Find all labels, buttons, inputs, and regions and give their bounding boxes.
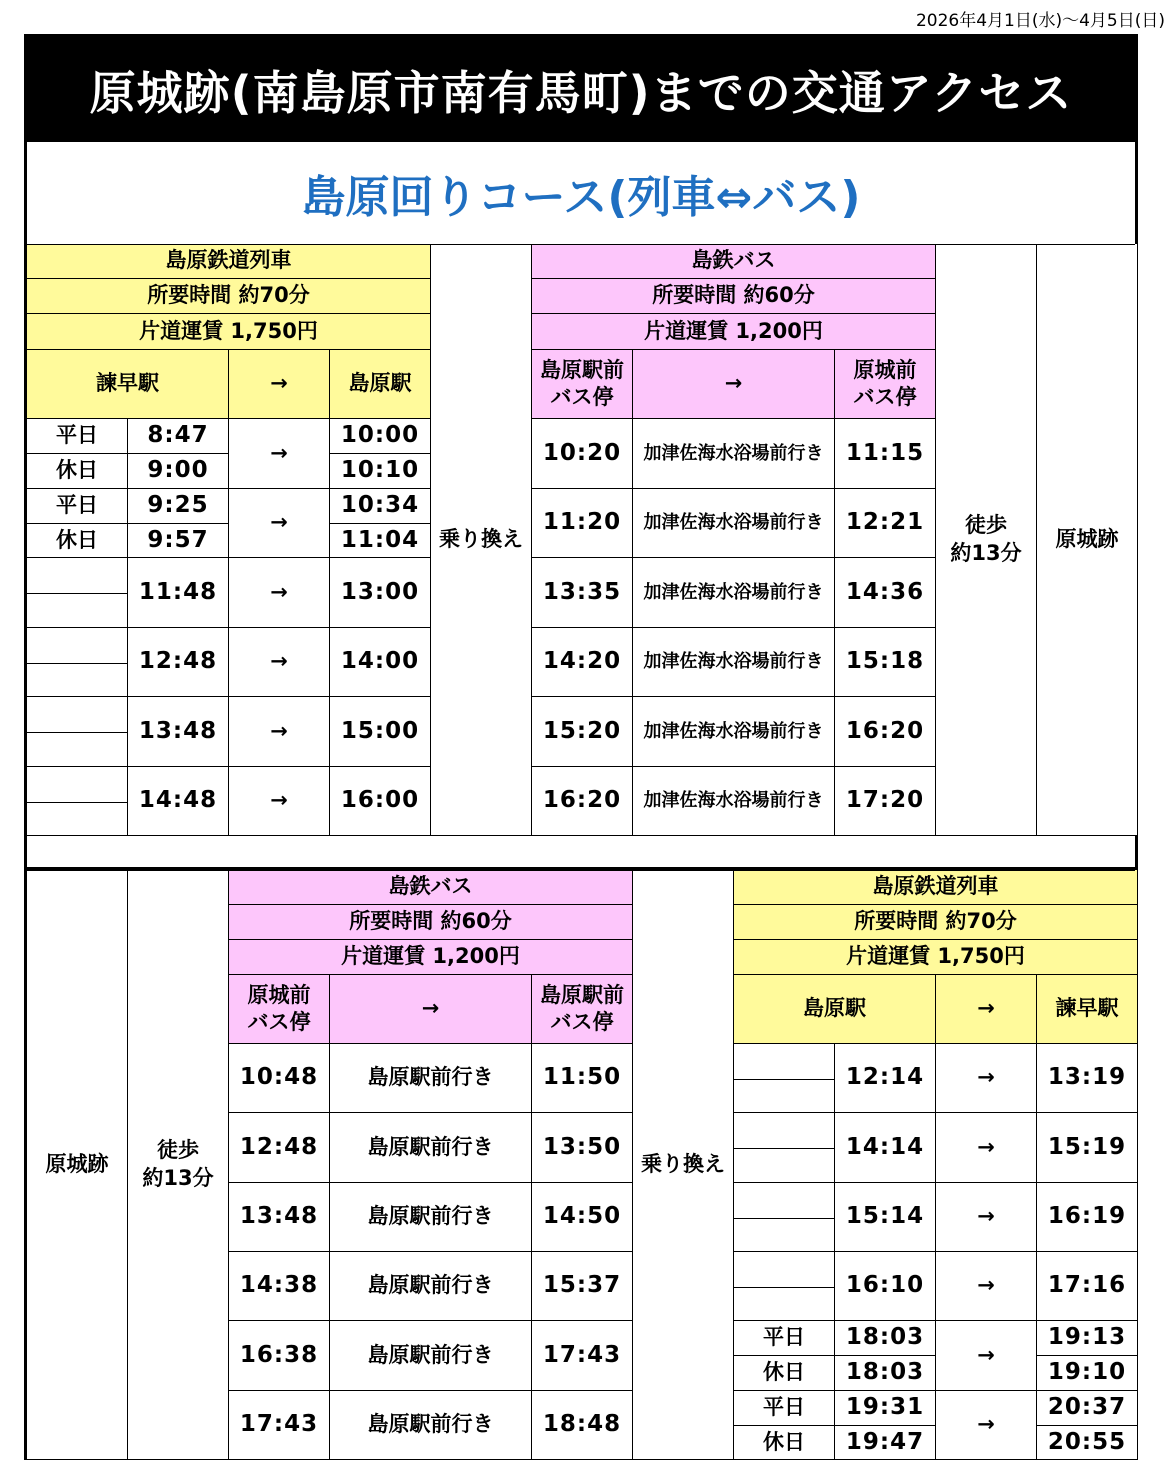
bus-arrival-time: 17:20 [835,767,936,836]
train-arrow: → [936,1252,1037,1321]
date-range: 2026年4月1日(水)～4月5日(日) [915,11,1165,31]
bus-destination: 島原駅前行き [330,1252,532,1321]
train-arrival-time: 20:55 [1037,1426,1138,1460]
train-from-station: 諫早駅 [27,350,229,419]
bus-duration: 所要時間 約60分 [532,279,936,314]
page-title: 原城跡(南島原市南有馬町)までの交通アクセス [27,37,1135,142]
bus-arrow-header: → [330,975,532,1044]
bus-destination: 加津佐海水浴場前行き [633,489,835,558]
bus-departure-time: 13:48 [229,1183,330,1252]
bus-name-header: 島鉄バス [229,870,633,905]
bus-destination: 島原駅前行き [330,1113,532,1183]
train-arrow: → [936,1321,1037,1391]
train-fare: 片道運賃 1,750円 [734,940,1138,975]
bus-destination: 島原駅前行き [330,1044,532,1113]
train-arrival-time: 10:34 [330,489,431,524]
bus-arrival-time: 17:43 [532,1321,633,1391]
bus-arrival-time: 14:50 [532,1183,633,1252]
bus-destination: 島原駅前行き [330,1321,532,1391]
bus-departure-time: 13:35 [532,558,633,628]
bus-fare: 片道運賃 1,200円 [229,940,633,975]
bus-departure-time: 14:38 [229,1252,330,1321]
train-arrival-time: 10:10 [330,454,431,489]
bus-destination: 加津佐海水浴場前行き [633,419,835,489]
train-departure-time: 8:47 [128,419,229,454]
bus-departure-time: 10:48 [229,1044,330,1113]
day-type: 休日 [734,1426,835,1460]
bus-arrival-time: 16:20 [835,697,936,767]
train-name-header: 島原鉄道列車 [27,244,431,279]
train-departure-time: 12:48 [128,628,229,697]
bus-departure-time: 16:38 [229,1321,330,1391]
train-arrival-time: 11:04 [330,524,431,558]
day-type: 平日 [734,1391,835,1426]
bus-name-header: 島鉄バス [532,244,936,279]
train-departure-time: 19:31 [835,1391,936,1426]
bus-departure-time: 12:48 [229,1113,330,1183]
train-arrow: → [936,1391,1037,1460]
bus-arrival-time: 15:37 [532,1252,633,1321]
train-arrival-time: 20:37 [1037,1391,1138,1426]
train-arrival-time: 15:00 [330,697,431,767]
bus-arrival-time: 18:48 [532,1391,633,1460]
train-arrow: → [229,697,330,767]
bus-arrival-time: 13:50 [532,1113,633,1183]
transfer-label: 乗り換え [633,870,734,1460]
section-divider [27,836,1135,870]
transfer-label: 乗り換え [431,244,532,836]
train-departure-time: 16:10 [835,1252,936,1321]
grid-top-border [27,870,1135,871]
bus-arrival-time: 14:36 [835,558,936,628]
train-arrival-time: 19:13 [1037,1321,1138,1356]
bus-departure-time: 10:20 [532,419,633,489]
day-type: 休日 [27,454,128,489]
train-duration: 所要時間 約70分 [27,279,431,314]
train-arrow: → [936,1113,1037,1183]
bus-from-stop: 島原駅前 バス停 [532,350,633,419]
bus-destination: 加津佐海水浴場前行き [633,558,835,628]
bus-duration: 所要時間 約60分 [229,905,633,940]
train-arrival-time: 17:16 [1037,1252,1138,1321]
access-sheet [24,34,1138,1460]
train-departure-time: 18:03 [835,1321,936,1356]
return-timetable [27,870,1135,1460]
bus-departure-time: 14:20 [532,628,633,697]
train-to-station: 諫早駅 [1037,975,1138,1044]
day-type: 平日 [27,489,128,524]
train-departure-time: 13:48 [128,697,229,767]
bus-arrival-time: 11:50 [532,1044,633,1113]
bus-to-stop: 島原駅前 バス停 [532,975,633,1044]
bus-destination: 加津佐海水浴場前行き [633,628,835,697]
bus-departure-time: 15:20 [532,697,633,767]
day-type: 休日 [27,524,128,558]
bus-departure-time: 11:20 [532,489,633,558]
train-arrival-time: 15:19 [1037,1113,1138,1183]
destination-label: 原城跡 [1037,244,1138,836]
blank-day-divider [27,732,127,733]
bus-from-stop: 原城前 バス停 [229,975,330,1044]
bus-destination: 島原駅前行き [330,1183,532,1252]
train-arrival-time: 13:00 [330,558,431,628]
train-arrow: → [229,419,330,489]
train-arrow-header: → [229,350,330,419]
train-departure-time: 14:14 [835,1113,936,1183]
train-departure-time: 19:47 [835,1426,936,1460]
walk-time: 徒歩 約13分 [128,870,229,1460]
bus-arrival-time: 15:18 [835,628,936,697]
train-arrival-time: 19:10 [1037,1356,1138,1391]
blank-day-divider [734,1287,834,1288]
train-arrow: → [936,1183,1037,1252]
train-departure-time: 18:03 [835,1356,936,1391]
bus-destination: 島原駅前行き [330,1391,532,1460]
bus-arrow-header: → [633,350,835,419]
walk-time: 徒歩 約13分 [936,244,1037,836]
train-arrow-header: → [936,975,1037,1044]
train-fare: 片道運賃 1,750円 [27,314,431,350]
bus-destination: 加津佐海水浴場前行き [633,767,835,836]
blank-day-divider [27,593,127,594]
train-arrow: → [229,558,330,628]
bus-destination: 加津佐海水浴場前行き [633,697,835,767]
blank-day-divider [734,1148,834,1149]
train-arrow: → [229,489,330,558]
train-departure-time: 9:00 [128,454,229,489]
blank-day-divider [734,1079,834,1080]
train-arrival-time: 16:00 [330,767,431,836]
train-departure-time: 12:14 [835,1044,936,1113]
grid-top-border [27,244,1135,245]
train-name-header: 島原鉄道列車 [734,870,1138,905]
outbound-timetable [27,244,1135,836]
train-departure-time: 14:48 [128,767,229,836]
train-duration: 所要時間 約70分 [734,905,1138,940]
bus-arrival-time: 12:21 [835,489,936,558]
day-type: 休日 [734,1356,835,1391]
bus-departure-time: 17:43 [229,1391,330,1460]
blank-day-divider [734,1218,834,1219]
train-departure-time: 9:25 [128,489,229,524]
train-arrival-time: 14:00 [330,628,431,697]
train-departure-time: 9:57 [128,524,229,558]
train-to-station: 島原駅 [330,350,431,419]
train-arrival-time: 16:19 [1037,1183,1138,1252]
day-type: 平日 [27,419,128,454]
bus-arrival-time: 11:15 [835,419,936,489]
origin-label: 原城跡 [27,870,128,1460]
train-departure-time: 11:48 [128,558,229,628]
blank-day-divider [27,663,127,664]
train-arrow: → [229,628,330,697]
bus-departure-time: 16:20 [532,767,633,836]
bus-to-stop: 原城前 バス停 [835,350,936,419]
train-arrow: → [229,767,330,836]
train-arrival-time: 13:19 [1037,1044,1138,1113]
train-arrow: → [936,1044,1037,1113]
train-from-station: 島原駅 [734,975,936,1044]
blank-day-divider [27,802,127,803]
train-arrival-time: 10:00 [330,419,431,454]
train-departure-time: 15:14 [835,1183,936,1252]
course-subtitle: 島原回りコース(列車⇔バス) [301,172,861,223]
bus-fare: 片道運賃 1,200円 [532,314,936,350]
day-type: 平日 [734,1321,835,1356]
